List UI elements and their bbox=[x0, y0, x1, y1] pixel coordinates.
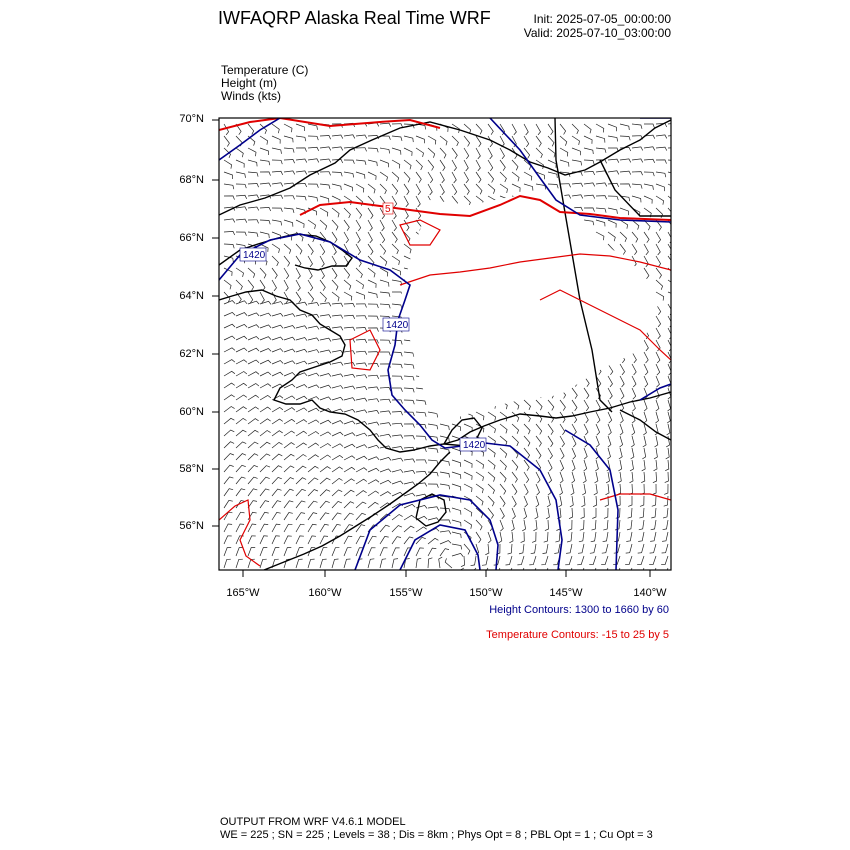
lat-label-58: 58°N bbox=[179, 463, 204, 475]
lon-label-145: 145°W bbox=[549, 587, 583, 599]
lon-label-150: 150°W bbox=[469, 587, 503, 599]
height-label-c: 1420 bbox=[463, 440, 486, 451]
lat-label-56: 56°N bbox=[179, 520, 204, 532]
lat-label-62: 62°N bbox=[179, 348, 204, 360]
lat-label-70: 70°N bbox=[179, 113, 204, 125]
height-label-b: 1420 bbox=[386, 320, 409, 331]
model-footer-line2: WE = 225 ; SN = 225 ; Levels = 38 ; Dis = 8km ; Phys Opt = 8 ; PBL Opt = 1 ; Cu Opt = 3 bbox=[220, 829, 653, 841]
lat-label-68: 68°N bbox=[179, 174, 204, 186]
height-contours-legend: Height Contours: 1300 to 1660 by 60 bbox=[489, 604, 669, 616]
map-title: IWFAQRP Alaska Real Time WRF bbox=[218, 8, 491, 28]
lon-label-155: 155°W bbox=[389, 587, 423, 599]
model-footer-line1: OUTPUT FROM WRF V4.6.1 MODEL bbox=[220, 816, 406, 828]
lat-label-60: 60°N bbox=[179, 406, 204, 418]
lon-label-140: 140°W bbox=[633, 587, 667, 599]
lat-label-66: 66°N bbox=[179, 232, 204, 244]
temperature-contours-legend: Temperature Contours: -15 to 25 by 5 bbox=[486, 629, 669, 641]
valid-time: Valid: 2025-07-10_03:00:00 bbox=[523, 26, 671, 40]
temp-label-a: 5 bbox=[385, 204, 391, 215]
lat-label-64: 64°N bbox=[179, 290, 204, 302]
temperature-field-label: Temperature (C) bbox=[221, 63, 309, 77]
height-label-a: 1420 bbox=[243, 250, 266, 261]
init-time: Init: 2025-07-05_00:00:00 bbox=[533, 12, 671, 26]
winds-field-label: Winds (kts) bbox=[221, 89, 281, 103]
lon-label-160: 160°W bbox=[308, 587, 342, 599]
lon-label-165: 165°W bbox=[226, 587, 260, 599]
height-field-label: Height (m) bbox=[221, 76, 278, 90]
